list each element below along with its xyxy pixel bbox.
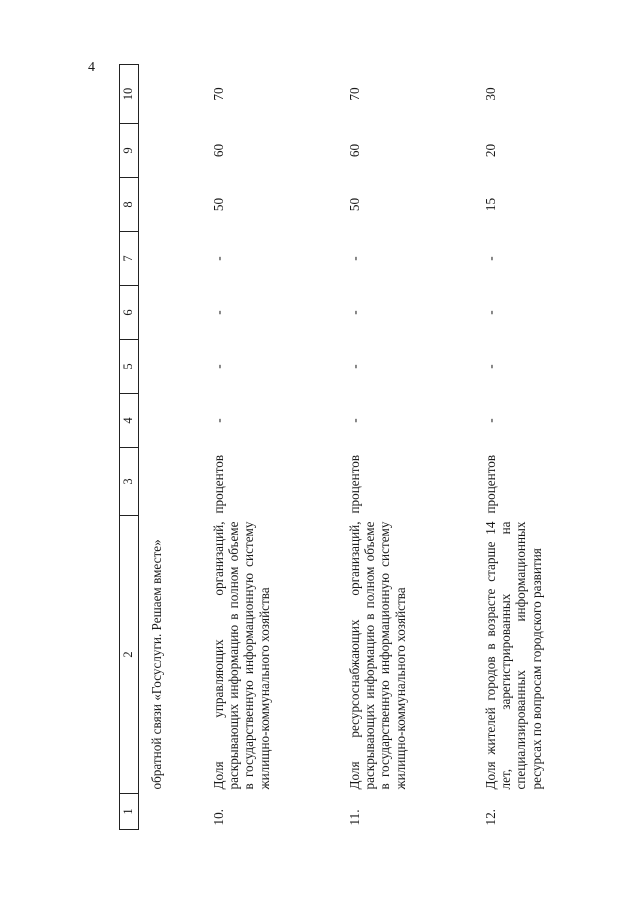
row-number: 10. — [211, 809, 226, 826]
value-cell — [139, 232, 208, 286]
value-cell: - — [347, 418, 362, 423]
table-row — [479, 65, 583, 830]
value-cell: 60 — [347, 143, 362, 158]
header-cell: 5 — [120, 340, 139, 394]
value-cell: 60 — [211, 143, 226, 158]
value-cell — [139, 286, 208, 340]
header-row — [120, 65, 139, 830]
value-cell: - — [211, 364, 226, 369]
value-cell: - — [483, 256, 498, 261]
row-number: 12. — [483, 809, 498, 826]
value-cell — [139, 178, 208, 232]
value-cell: 70 — [211, 87, 226, 101]
row-number: 11. — [347, 809, 362, 826]
value-cell: 50 — [347, 197, 362, 212]
value-cell — [139, 340, 208, 394]
value-cell: - — [483, 310, 498, 315]
header-cell: 3 — [120, 448, 139, 516]
table-row — [139, 65, 208, 830]
indicators-table — [119, 64, 583, 830]
value-cell: - — [347, 310, 362, 315]
header-cell: 4 — [120, 394, 139, 448]
value-cell: 30 — [483, 87, 498, 101]
header-cell: 1 — [120, 794, 139, 830]
value-cell — [139, 124, 208, 178]
value-cell: - — [483, 364, 498, 369]
header-cell: 2 — [120, 516, 139, 794]
value-cell — [139, 394, 208, 448]
value-cell: - — [347, 364, 362, 369]
table-row — [343, 65, 479, 830]
header-cell: 6 — [120, 286, 139, 340]
value-cell: 20 — [483, 143, 498, 158]
value-cell: 70 — [347, 87, 362, 101]
value-cell — [139, 65, 208, 124]
unit: процентов — [483, 454, 498, 514]
unit — [139, 448, 208, 516]
row-number — [139, 794, 208, 830]
header-cell: 9 — [120, 124, 139, 178]
value-cell: - — [347, 256, 362, 261]
table-row — [207, 65, 343, 830]
indicator-name: обратной связи «Госуслуги. Решаем вместе» — [149, 539, 164, 790]
value-cell: - — [483, 418, 498, 423]
value-cell: - — [211, 418, 226, 423]
rotated-table-container — [119, 65, 563, 830]
page-number: 4 — [88, 60, 95, 75]
value-cell: 50 — [211, 197, 226, 212]
header-cell: 8 — [120, 178, 139, 232]
header-cell: 10 — [120, 65, 139, 124]
value-cell: - — [211, 310, 226, 315]
header-cell: 7 — [120, 232, 139, 286]
unit: процентов — [211, 454, 226, 514]
indicator-name: Доля управляющих организаций, раскрывающих информацию в полном объеме в государственную информационную систему жилищно-коммунального хозяйства — [211, 521, 272, 790]
indicator-name: Доля ресурсоснабжающих организаций, раскрывающих информацию в полном объеме в государственную информационную систему жилищно-коммунального хозяйства — [347, 521, 408, 790]
value-cell: - — [211, 256, 226, 261]
unit: процентов — [347, 454, 362, 514]
indicator-name: Доля жителей городов в возрасте старше 14 лет, зарегистрированных на специализированных информационных ресурсах по вопросам городского развития — [483, 521, 544, 790]
value-cell: 15 — [483, 197, 498, 212]
